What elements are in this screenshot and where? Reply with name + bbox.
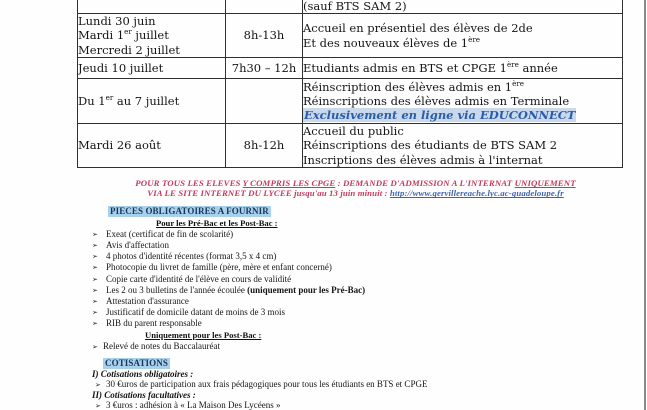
arrow-bullet-icon: ➢ <box>92 275 98 284</box>
internat-notice-line2-text: VIA LE SITE INTERNET DU LYCEE jusqu'au 13 juin minuit : <box>147 188 390 199</box>
arrow-bullet-icon: ➢ <box>92 343 98 351</box>
prebac-postbac-subtitle: Pour les Pré-Bac et les Post-Bac : <box>156 218 278 228</box>
details-cell <box>303 58 623 79</box>
documents-list <box>92 229 562 329</box>
list-item <box>92 296 562 307</box>
list-item-text: 4 photos d'identité récentes (format 3,5 x 4 cm) <box>106 251 277 262</box>
list-item <box>92 262 562 273</box>
details-line: Réinscriptions des élèves admis en Terminale <box>303 93 570 108</box>
details-cell: (sauf BTS SAM 2) <box>303 0 623 14</box>
details-line: Réinscription des élèves admis en 1ère <box>303 78 524 94</box>
arrow-bullet-icon: ➢ <box>92 319 98 328</box>
arrow-bullet-icon: ➢ <box>92 308 98 317</box>
list-item-text: RIB du parent responsable <box>106 318 202 329</box>
cotisations-title: COTISATIONS <box>105 358 168 368</box>
table-row <box>78 14 623 58</box>
list-item <box>92 274 562 285</box>
arrow-bullet-icon: ➢ <box>92 297 98 306</box>
list-item-text: Justificatif de domicile datant de moins de 3 mois <box>106 307 285 318</box>
table-row <box>78 124 623 168</box>
list-item <box>95 400 280 410</box>
date-cell <box>78 79 226 124</box>
list-item-text: Attestation d'assurance <box>106 295 189 306</box>
arrow-bullet-icon: ➢ <box>92 241 98 250</box>
time-cell <box>226 0 303 14</box>
list-item-text: 3 €uros : adhésion à « La Maison Des Lycéens » <box>106 399 281 410</box>
time-cell: 7h30 – 12h <box>226 58 303 79</box>
date-cell <box>78 124 226 168</box>
table-row-partial <box>78 0 623 14</box>
arrow-bullet-icon: ➢ <box>92 286 98 295</box>
educonnect-highlight-line: Exclusivement en ligne via EDUCONNECT <box>304 108 576 123</box>
details-cell <box>303 124 623 168</box>
pieces-obligatoires-title: PIECES OBLIGATOIRES A FOURNIR <box>110 206 269 216</box>
list-item <box>92 229 562 240</box>
page-edge-line <box>644 0 646 410</box>
list-item <box>92 318 562 329</box>
date-cell <box>78 14 226 58</box>
list-item-text: Exeat (certificat de fin de scolarité) <box>106 229 234 239</box>
schedule-table <box>77 0 623 168</box>
table-row <box>78 79 623 124</box>
list-item-text: Les 2 ou 3 bulletins de l'année écoulée (uniquement pour les Pré-Bac) <box>106 284 366 295</box>
list-item-text: Avis d'affectation <box>106 240 170 251</box>
lycee-website-link[interactable]: http://www.gervillereache.lyc.ac-guadeloupe.fr <box>389 188 564 199</box>
details-line: Inscriptions des élèves admis à l'internat <box>303 152 543 167</box>
list-item-text: Photocopie du livret de famille (père, mère et enfant concerné) <box>106 262 332 273</box>
details-line: Accueil du public <box>303 124 404 139</box>
list-item <box>92 251 562 262</box>
list-item-text: 30 €uros de participation aux frais pédagogiques pour tous les étudiants en BTS et CPGE <box>106 379 428 389</box>
details-line: Et des nouveaux élèves de 1ère <box>303 34 480 50</box>
details-line: Accueil en présentiel des élèves de 2de <box>303 21 533 36</box>
cotisations-obligatoires-heading: I) Cotisations obligatoires : <box>92 369 194 379</box>
arrow-bullet-icon: ➢ <box>95 401 101 410</box>
table-row <box>78 58 623 79</box>
date-line: Mercredi 2 juillet <box>78 42 180 57</box>
date-line: Mardi 26 août <box>78 138 161 153</box>
date-cell <box>78 0 226 14</box>
details-cell <box>303 14 623 58</box>
date-line: Lundi 30 juin <box>78 14 156 29</box>
list-item-text: Relevé de notes du Baccalauréat <box>103 341 220 351</box>
arrow-bullet-icon: ➢ <box>95 381 101 389</box>
date-line: Mardi 1er juillet <box>78 27 169 43</box>
internat-notice-line2 <box>68 188 643 198</box>
date-line: Du 1er au 7 juillet <box>78 93 180 108</box>
date-line: Jeudi 10 juillet <box>78 60 164 75</box>
details-line: Réinscriptions des étudiants de BTS SAM 2 <box>303 138 558 153</box>
time-cell <box>226 79 303 124</box>
internat-notice-line1: POUR TOUS LES ELEVES Y COMPRIS LES CPGE : DEMANDE D'ADMISSION A L'INTERNAT UNIQUEMENT <box>135 178 576 188</box>
list-item <box>92 307 562 318</box>
arrow-bullet-icon: ➢ <box>92 252 98 261</box>
arrow-bullet-icon: ➢ <box>92 230 98 239</box>
list-item-text: Copie carte d'identité de l'élève en cours de validité <box>106 273 292 284</box>
postbac-only-subtitle: Uniquement pour les Post-Bac : <box>145 330 262 340</box>
list-item <box>92 240 562 251</box>
list-item <box>92 341 220 352</box>
arrow-bullet-icon: ➢ <box>92 263 98 272</box>
time-cell: 8h-12h <box>226 124 303 168</box>
cotisations-facultatives-heading: II) Cotisations facultatives : <box>92 389 196 400</box>
list-item <box>92 285 562 296</box>
internat-notice <box>68 178 643 199</box>
date-cell <box>78 58 226 79</box>
details-cell <box>303 79 623 124</box>
details-line: Etudiants admis en BTS et CPGE 1ère année <box>303 60 558 75</box>
time-cell: 8h-13h <box>226 14 303 58</box>
